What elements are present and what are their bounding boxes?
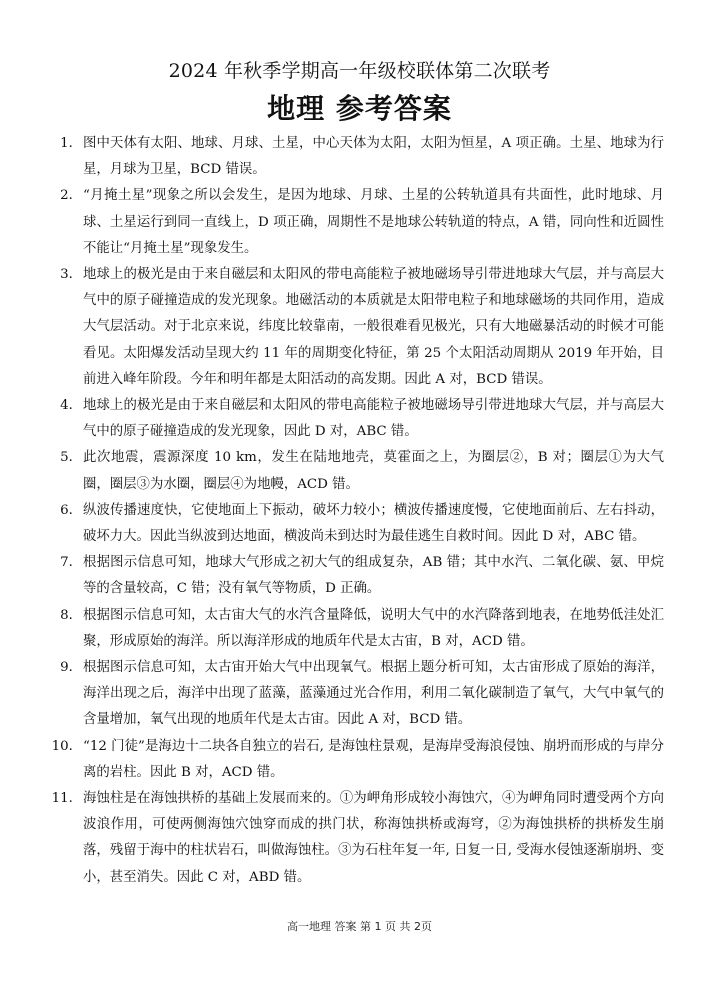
answer-item-2 <box>48 183 664 262</box>
answer-item-7 <box>48 550 664 602</box>
answer-item-11 <box>48 786 664 891</box>
answer-list <box>48 131 664 891</box>
answer-number: 2． <box>60 188 82 204</box>
answer-item-3 <box>48 262 664 393</box>
answer-item-9 <box>48 655 664 734</box>
answer-item-5 <box>48 445 664 497</box>
answer-number: 6． <box>60 502 82 518</box>
answer-item-10 <box>48 734 664 786</box>
answer-text: “12 门徒”是海边十二块各自独立的岩石, 是海蚀柱景观，是海岸受海浪侵蚀、崩坍而形成的与岸分离的岩柱。因此 B 对，ACD 错。 <box>83 738 664 780</box>
answer-number: 4． <box>60 398 82 414</box>
answer-text: 纵波传播速度快，它使地面上下振动，破坏力较小；横波传播速度慢，它使地面前后、左右抖动，破坏力大。因此当纵波到达地面，横波尚未到达时为最佳逃生自救时间。因此 D 对，ABC 错。 <box>83 502 664 545</box>
answer-text: 图中天体有太阳、地球、月球、土星，中心天体为太阳，太阳为恒星，A 项正确。土星、地球为行星，月球为卫星，BCD 错误。 <box>83 136 664 178</box>
answer-text: 根据图示信息可知，太古宙大气的水汽含量降低，说明大气中的水汽降落到地表，在地势低洼处汇聚，形成原始的海洋。所以海洋形成的地质年代是太古宙，B 对，ACD 错。 <box>83 607 664 649</box>
exam-title: 2024 年秋季学期高一年级校联体第二次联考 <box>168 60 551 82</box>
answer-number: 7． <box>60 555 82 571</box>
answer-text: 地球上的极光是由于来自磁层和太阳风的带电高能粒子被地磁场导引带进地球大气层，并与高层大气中的原子碰撞造成的发光现象，因此 D 对，ABC 错。 <box>83 398 664 440</box>
answer-text: “月掩土星”现象之所以会发生，是因为地球、月球、土星的公转轨道具有共面性，此时地球、月球、土星运行到同一直线上，D 项正确，周期性不是地球公转轨道的特点，A 错，同向性和近圆性不能让“月掩土星”现象发生。 <box>83 188 664 256</box>
answer-number: 5． <box>60 450 82 466</box>
answer-text: 此次地震，震源深度 10 km，发生在陆地地壳，莫霍面之上，为圈层②，B 对；圈层①为大气圈，圈层③为水圈，圈层④为地幔，ACD 错。 <box>83 450 664 492</box>
answer-number: 10． <box>51 738 82 754</box>
document-title: 地理 参考答案 <box>267 92 452 125</box>
answer-number: 11． <box>51 791 82 807</box>
answer-number: 3． <box>60 267 82 283</box>
answer-number: 8． <box>60 607 82 623</box>
answer-item-1 <box>48 131 664 183</box>
answer-item-6 <box>48 498 664 550</box>
page-footer: 高一地理 答案 第 1 页 共 2页 <box>287 920 432 933</box>
answer-number: 1． <box>60 136 82 151</box>
answer-text: 地球上的极光是由于来自磁层和太阳风的带电高能粒子被地磁场导引带进地球大气层，并与高层大气中的原子碰撞造成的发光现象。地磁活动的本质就是太阳带电粒子和地球磁场的共同作用，造成大气层活动。对于北京来说，纬度比较靠南，一般很难看见极光，只有大地磁暴活动的时候才可能看见。太阳爆发活动呈现大约 11 年的周期变化特征，第 25 个太阳活动周期从 2019 年开始，目前进入峰年阶段。今年和明年都是太阳活动的高发期。因此 A 对，BCD 错误。 <box>83 267 664 387</box>
answer-text: 海蚀柱是在海蚀拱桥的基础上发展而来的。①为岬角形成较小海蚀穴，④为岬角同时遭受两个方向波浪作用，可使两侧海蚀穴蚀穿而成的拱门状，称海蚀拱桥或海穹，②为海蚀拱桥的拱桥发生崩落，残留于海中的柱状岩石，叫做海蚀柱。③为石柱年复一年, 日复一日, 受海水侵蚀逐渐崩坍、变小，甚至消失。因此 C 对，ABD 错。 <box>83 791 664 885</box>
answer-text: 根据图示信息可知，地球大气形成之初大气的组成复杂，AB 错；其中水汽、二氧化碳、氨、甲烷等的含量较高，C 错；没有氧气等物质，D 正确。 <box>83 555 664 597</box>
answer-item-8 <box>48 603 664 655</box>
answer-text: 根据图示信息可知，太古宙开始大气中出现氧气。根据上题分析可知，太古宙形成了原始的海洋，海洋出现之后，海洋中出现了蓝藻，蓝藻通过光合作用，利用二氧化碳制造了氧气，大气中氧气的含量增加，氧气出现的地质年代是太古宙。因此 A 对，BCD 错。 <box>83 660 664 728</box>
answer-number: 9． <box>60 660 82 676</box>
answer-item-4 <box>48 393 664 445</box>
